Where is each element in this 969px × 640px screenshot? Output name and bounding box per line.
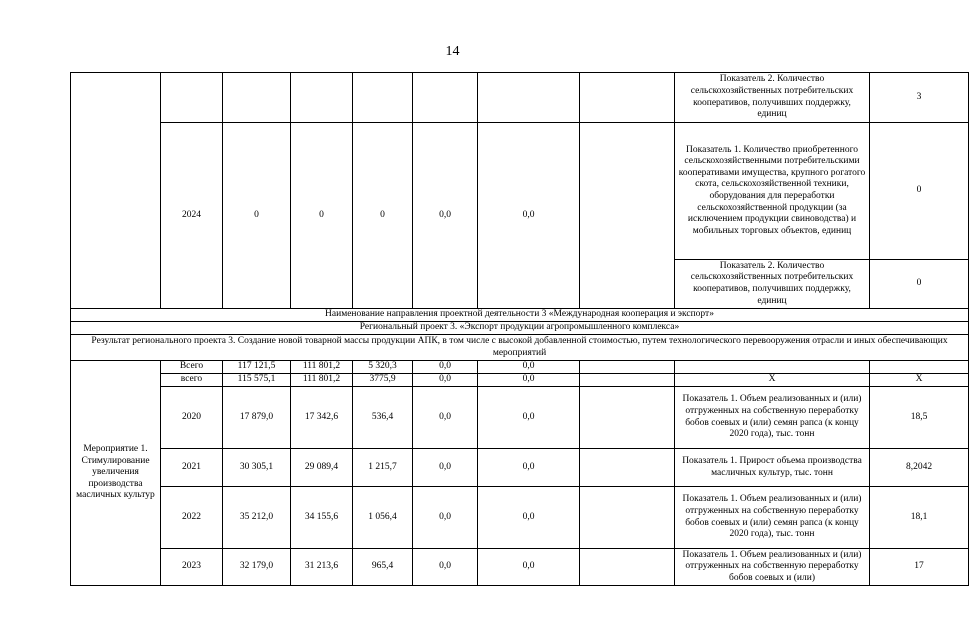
amount-cell: 0,0 (413, 123, 478, 309)
amount-cell: 536,4 (353, 387, 413, 449)
amount-cell: 0,0 (413, 449, 478, 487)
indicator-cell (675, 361, 870, 374)
table-row (71, 549, 969, 586)
amount-cell: 32 179,0 (223, 549, 291, 586)
indicator-value: Х (870, 374, 969, 387)
empty-cell (71, 73, 161, 309)
direction-title: Наименование направления проектной деятельности 3 «Международная кооперация и экспорт» (71, 309, 969, 322)
year-cell: 2020 (161, 387, 223, 449)
empty-cell (580, 374, 675, 387)
table-row (71, 374, 969, 387)
amount-cell: 35 212,0 (223, 487, 291, 549)
table-row (71, 73, 969, 123)
year-cell: Всего (161, 361, 223, 374)
indicator-value: 18,5 (870, 387, 969, 449)
amount-cell: 965,4 (353, 549, 413, 586)
amount-cell: 5 320,3 (353, 361, 413, 374)
amount-cell: 17 342,6 (291, 387, 353, 449)
amount-cell: 111 801,2 (291, 374, 353, 387)
amount-cell: 0,0 (413, 487, 478, 549)
year-cell: 2021 (161, 449, 223, 487)
amount-cell: 0,0 (478, 374, 580, 387)
amount-cell: 17 879,0 (223, 387, 291, 449)
indicator-cell: Показатель 1. Объем реализованных и (или) отгруженных на собственную переработку бобов соевых и (или) (675, 549, 870, 586)
empty-cell (580, 387, 675, 449)
empty-cell (223, 73, 291, 123)
program-table (70, 72, 969, 586)
amount-cell: 0,0 (478, 449, 580, 487)
table-row (71, 361, 969, 374)
section-row (71, 322, 969, 335)
empty-cell (580, 549, 675, 586)
section-row (71, 309, 969, 322)
year-cell: 2023 (161, 549, 223, 586)
amount-cell: 0 (291, 123, 353, 309)
amount-cell: 0,0 (413, 374, 478, 387)
amount-cell: 3775,9 (353, 374, 413, 387)
result-title: Результат регионального проекта 3. Создание новой товарной массы продукции АПК, в том числе с высокой добавленной стоимостью, путем технологического перевооружения отрасли и иных обеспечивающих мероприятий (71, 335, 969, 361)
year-cell: 2024 (161, 123, 223, 309)
indicator-cell: Показатель 1. Объем реализованных и (или) отгруженных на собственную переработку бобов соевых и (или) семян рапса (к концу 2020 года), тыс. тонн (675, 387, 870, 449)
amount-cell: 30 305,1 (223, 449, 291, 487)
indicator-value: 0 (870, 123, 969, 260)
activity-name: Мероприятие 1. Стимулирование увеличения производства масличных культур (71, 361, 161, 586)
indicator-cell: Показатель 1. Количество приобретенного сельскохозяйственными потребительскими кооперативами имущества, крупного рогатого скота, сельскохозяйственной техники, оборудования для переработки сельскохозяйственной продукции (за исключением продукции свиноводства) и мобильных торговых объектов, единиц (675, 123, 870, 260)
indicator-value (870, 361, 969, 374)
indicator-value: 17 (870, 549, 969, 586)
amount-cell: 0 (223, 123, 291, 309)
indicator-cell: Показатель 2. Количество сельскохозяйственных потребительских кооперативов, получивших поддержку, единиц (675, 260, 870, 309)
amount-cell: 1 056,4 (353, 487, 413, 549)
empty-cell (353, 73, 413, 123)
indicator-value: 18,1 (870, 487, 969, 549)
amount-cell: 0 (353, 123, 413, 309)
empty-cell (580, 487, 675, 549)
table-row (71, 487, 969, 549)
amount-cell: 111 801,2 (291, 361, 353, 374)
indicator-value: 8,2042 (870, 449, 969, 487)
indicator-cell: Показатель 1. Объем реализованных и (или) отгруженных на собственную переработку бобов соевых и (или) семян рапса (к концу 2020 года), тыс. тонн (675, 487, 870, 549)
amount-cell: 31 213,6 (291, 549, 353, 586)
section-row (71, 335, 969, 361)
amount-cell: 0,0 (413, 387, 478, 449)
amount-cell: 1 215,7 (353, 449, 413, 487)
table-row (71, 123, 969, 260)
project-title: Региональный проект 3. «Экспорт продукции агропромышленного комплекса» (71, 322, 969, 335)
amount-cell: 0,0 (478, 123, 580, 309)
year-cell: 2022 (161, 487, 223, 549)
page-number: 14 (445, 44, 460, 59)
empty-cell (413, 73, 478, 123)
table-row (71, 449, 969, 487)
amount-cell: 0,0 (413, 549, 478, 586)
amount-cell: 0,0 (413, 361, 478, 374)
table-row (71, 387, 969, 449)
indicator-cell: Х (675, 374, 870, 387)
indicator-value: 3 (870, 73, 969, 123)
empty-cell (580, 73, 675, 123)
amount-cell: 34 155,6 (291, 487, 353, 549)
amount-cell: 0,0 (478, 361, 580, 374)
amount-cell: 0,0 (478, 387, 580, 449)
amount-cell: 115 575,1 (223, 374, 291, 387)
empty-cell (580, 123, 675, 309)
empty-cell (478, 73, 580, 123)
year-cell: всего (161, 374, 223, 387)
amount-cell: 117 121,5 (223, 361, 291, 374)
indicator-cell: Показатель 2. Количество сельскохозяйственных потребительских кооперативов, получивших поддержку, единиц (675, 73, 870, 123)
amount-cell: 29 089,4 (291, 449, 353, 487)
indicator-cell: Показатель 1. Прирост объема производства масличных культур, тыс. тонн (675, 449, 870, 487)
amount-cell: 0,0 (478, 549, 580, 586)
indicator-value: 0 (870, 260, 969, 309)
amount-cell: 0,0 (478, 487, 580, 549)
empty-cell (291, 73, 353, 123)
empty-cell (580, 449, 675, 487)
empty-cell (161, 73, 223, 123)
empty-cell (580, 361, 675, 374)
